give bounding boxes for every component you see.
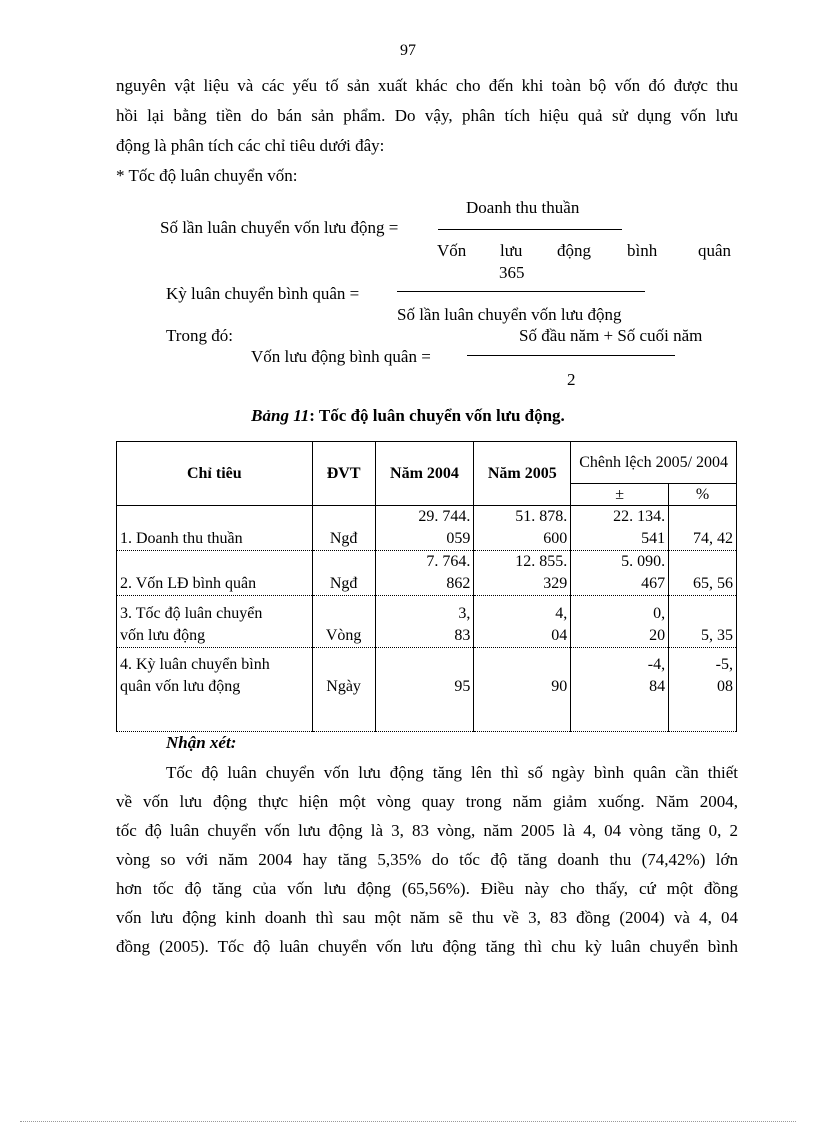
header-2004: Năm 2004 [375,442,474,506]
row3-diff-pct-line2: 5, 35 [701,627,733,644]
row4-diff-abs [571,648,669,732]
formula3-prefix: Trong đó: [166,326,233,345]
row2-2004 [375,551,474,596]
row2-unit: Ngđ [312,551,375,596]
row4-diff-abs-line2: 84 [649,678,666,695]
formula1-denom-word-5: quân [698,241,732,260]
page-number: 97 [400,42,416,59]
remark-line-5: hơn tốc độ tăng của vốn lưu động (65,56%). Điều này cho thấy, cứ một đồng [116,879,738,898]
row4-2005 [474,648,571,732]
row1-2004-line1: 29. 744. [418,508,471,525]
header-diff-pct: % [669,484,737,506]
row4-indicator-line2: quân vốn lưu động [120,678,241,695]
remark-line-1: Tốc độ luân chuyển vốn lưu động tăng lên thì số ngày bình quân cần thiết [166,763,738,782]
row1-2005 [474,506,571,551]
row2-2005 [474,551,571,596]
table-caption-label: Bảng 11 [251,406,310,425]
remark-line-3: tốc độ luân chuyển vốn lưu động là 3, 83 vòng, năm 2005 là 4, 04 vòng tăng 0, 2 [116,821,738,840]
table-row [117,551,737,596]
row4-diff-pct [669,648,737,732]
row2-2005-line2: 329 [543,575,568,592]
row4-2004 [375,648,474,732]
formula3-numerator: Số đầu năm + Số cuối năm [519,326,703,345]
row1-diff-abs [571,506,669,551]
page-bottom-rule [20,1121,796,1122]
row2-2004-line1: 7. 764. [426,553,471,570]
row2-2005-line1: 12. 855. [515,553,568,570]
row2-diff-abs-line1: 5. 090. [621,553,666,570]
formula2-lhs: Kỳ luân chuyển bình quân = [166,284,360,303]
header-diff-abs: ± [571,484,669,506]
formula2-numerator: 365 [499,263,525,282]
row3-diff-pct [669,596,737,648]
row4-diff-pct-line2: 08 [717,678,733,695]
row3-2005-line1: 4, [555,605,568,622]
row2-diff-pct [669,551,737,596]
row2-indicator-line2: 2. Vốn LĐ bình quân [120,575,257,592]
row4-indicator [117,648,313,732]
formula1-numerator: Doanh thu thuần [466,198,580,217]
row3-indicator-line2: vốn lưu động [120,627,206,644]
row2-indicator [117,551,313,596]
row3-2005-line2: 04 [551,627,568,644]
row2-2004-line2: 862 [446,575,471,592]
row1-diff-pct [669,506,737,551]
row1-diff-abs-line1: 22. 134. [613,508,666,525]
intro-line-3: động là phân tích các chỉ tiêu dưới đây: [116,136,385,155]
header-2005: Năm 2005 [474,442,571,506]
table-row [117,596,737,648]
remark-line-6: vốn lưu động kinh doanh thì sau một năm sẽ thu về 3, 83 đồng (2004) và 4, 04 [116,908,738,927]
row1-2005-line1: 51. 878. [515,508,568,525]
remark-line-4: vòng so với năm 2004 hay tăng 5,35% do tốc độ tăng doanh thu (74,42%) lớn [116,850,738,869]
table-caption-text: : Tốc độ luân chuyển vốn lưu động. [309,406,565,425]
row1-diff-pct-line2: 74, 42 [693,530,733,547]
header-diff: Chênh lệch 2005/ 2004 [571,442,737,484]
row4-indicator-line1: 4. Kỳ luân chuyển bình [120,656,270,673]
table-header-row [117,442,737,484]
formula1-fraction-bar [438,229,622,230]
row1-2004-line2: 059 [446,530,471,547]
formula2-denominator: Số lần luân chuyển vốn lưu động [397,305,622,324]
row2-diff-abs [571,551,669,596]
formula3-lhs: Vốn lưu động bình quân = [251,347,431,366]
formula1-denom-word-1: Vốn [437,241,467,260]
row4-diff-pct-line1: -5, [715,656,733,673]
data-table [116,441,737,732]
row1-diff-abs-line2: 541 [641,530,666,547]
row3-indicator [117,596,313,648]
header-indicator: Chỉ tiêu [117,442,313,506]
table-caption [0,406,816,426]
formula1-lhs: Số lần luân chuyển vốn lưu động = [160,218,399,237]
intro-line-4: * Tốc độ luân chuyển vốn: [116,166,298,185]
table-row [117,648,737,732]
row3-indicator-line1: 3. Tốc độ luân chuyển [120,605,263,622]
row2-diff-abs-line2: 467 [641,575,666,592]
intro-line-1: nguyên vật liệu và các yếu tố sản xuất khác cho đến khi toàn bộ vốn đó được thu [116,76,738,95]
remark-line-2: về vốn lưu động thực hiện một vòng quay trong năm giảm xuống. Năm 2004, [116,792,738,811]
row2-diff-pct-line2: 65, 56 [693,575,733,592]
formula1-denom-word-2: lưu [500,241,523,260]
row3-2004 [375,596,474,648]
row3-unit: Vòng [312,596,375,648]
table-row [117,506,737,551]
intro-line-2: hồi lại bằng tiền do bán sản phẩm. Do vậy, phân tích hiệu quả sử dụng vốn lưu [116,106,738,125]
row1-2005-line2: 600 [543,530,568,547]
row1-indicator-line2: 1. Doanh thu thuần [120,530,243,547]
formula1-denom-word-4: bình [627,241,658,260]
row3-2004-line2: 83 [454,627,471,644]
row4-unit: Ngày [312,648,375,732]
row4-2005-line2: 90 [551,678,568,695]
row3-2005 [474,596,571,648]
formula1-denom-word-3: động [557,241,591,260]
row1-indicator [117,506,313,551]
row4-diff-abs-line1: -4, [647,656,666,673]
remark-title: Nhận xét: [166,733,237,752]
formula3-fraction-bar [467,355,675,356]
formula2-fraction-bar [397,291,645,292]
header-unit: ĐVT [312,442,375,506]
formula3-denominator: 2 [567,370,576,389]
row3-diff-abs-line1: 0, [653,605,666,622]
row3-diff-abs-line2: 20 [649,627,666,644]
row1-unit: Ngđ [312,506,375,551]
row3-2004-line1: 3, [458,605,471,622]
row1-2004 [375,506,474,551]
row3-diff-abs [571,596,669,648]
row4-2004-line2: 95 [454,678,471,695]
remark-line-7: đồng (2005). Tốc độ luân chuyển vốn lưu động tăng thì chu kỳ luân chuyển bình [116,937,738,956]
